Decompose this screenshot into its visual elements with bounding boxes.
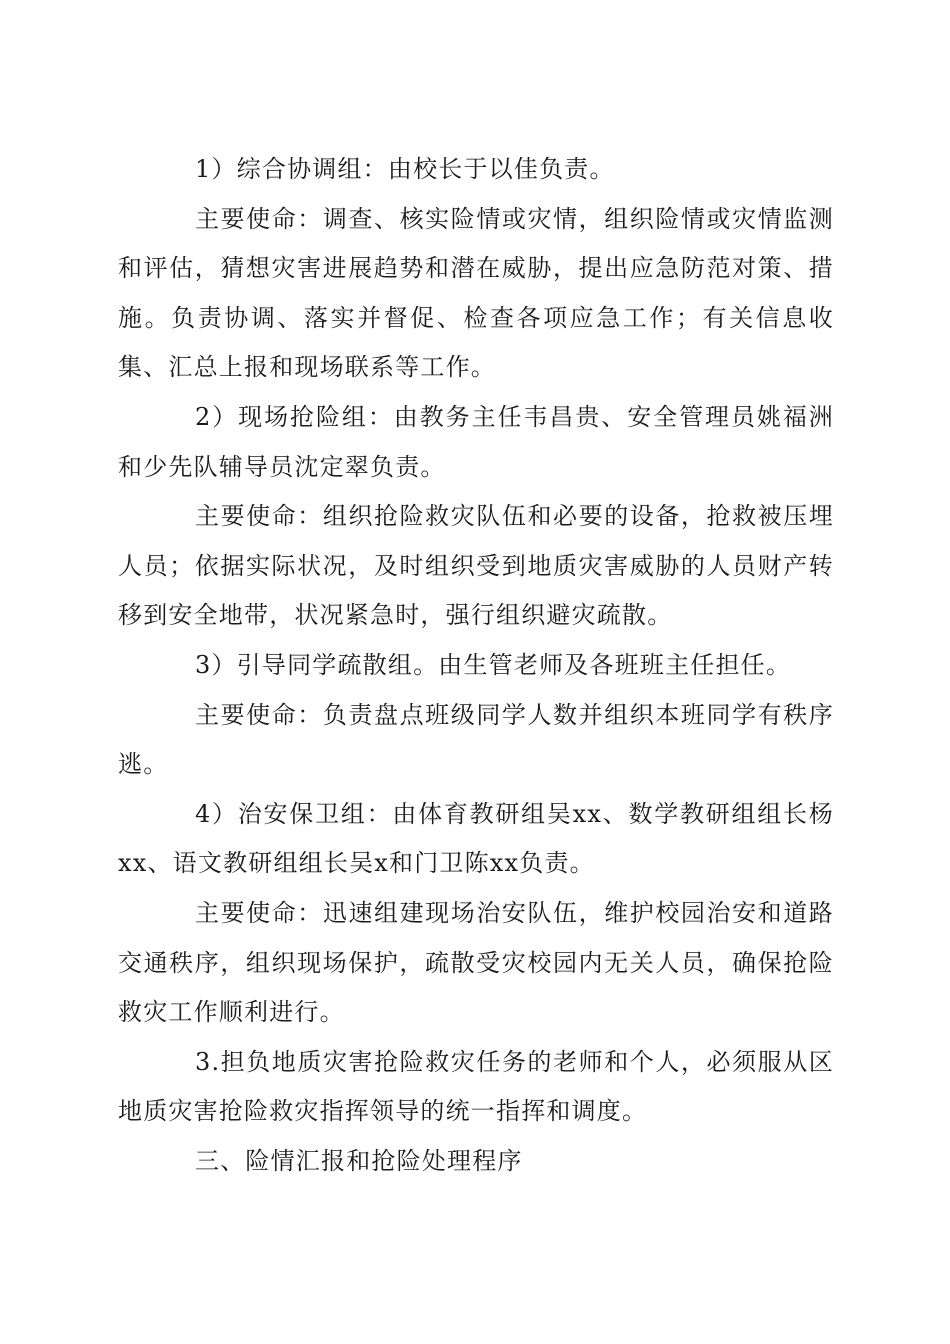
paragraph-coordination-group: 1）综合协调组：由校长于以佳负责。: [195, 155, 615, 183]
paragraph-security-group: 4）治安保卫组：由体育教研组吴xx、数学教研组组长杨xx、语文教研组组长吴x和门卫陈xx负责。: [118, 799, 834, 878]
document-body: [118, 145, 834, 1186]
paragraph-evacuation-duties: 主要使命：负责盘点班级同学人数并组织本班同学有秩序逃。: [118, 700, 834, 779]
paragraph-rescue-group: 2）现场抢险组：由教务主任韦昌贵、安全管理员姚福洲和少先队辅导员沈定翠负责。: [118, 402, 834, 481]
paragraph-obey-command: 3.担负地质灾害抢险救灾任务的老师和个人，必须服从区地质灾害抢险救灾指挥领导的统一指挥和调度。: [118, 1047, 834, 1126]
paragraph-security-duties: 主要使命：迅速组建现场治安队伍，维护校园治安和道路交通秩序，组织现场保护，疏散受灾校园内无关人员，确保抢险救灾工作顺利进行。: [118, 898, 834, 1027]
paragraph-coordination-duties: 主要使命：调查、核实险情或灾情，组织险情或灾情监测和评估，猜想灾害进展趋势和潜在威胁，提出应急防范对策、措施。负责协调、落实并督促、检查各项应急工作；有关信息收集、汇总上报和现场联系等工作。: [118, 204, 834, 382]
paragraph-rescue-duties: 主要使命：组织抢险救灾队伍和必要的设备，抢救被压埋人员；依据实际状况，及时组织受到地质灾害威胁的人员财产转移到安全地带，状况紧急时，强行组织避灾疏散。: [118, 502, 834, 630]
paragraph-evacuation-group: 3）引导同学疏散组。由生管老师及各班班主任担任。: [195, 650, 792, 679]
section-heading-reporting-procedure: 三、险情汇报和抢险处理程序: [195, 1146, 523, 1175]
